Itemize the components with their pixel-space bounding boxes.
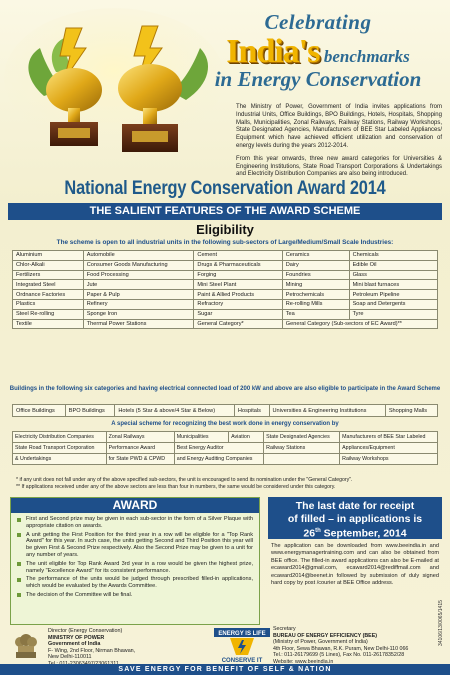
list-item: First and Second prize may be given in each sub-sector in the form of a Silver Plaque with appropriate citation on awards.	[17, 516, 253, 530]
table-cell: Jute	[83, 280, 194, 290]
table-cell: Glass	[349, 270, 437, 280]
table-cell: Best Energy Auditor	[174, 443, 263, 454]
table-cell: Ordnance Factories	[13, 290, 84, 300]
intro-paragraph: From this year onwards, three new award categories for Universities & Engineering Institutions, State Road Transport Corporations & Undertakings and Electricity Distribution Companies are also being introduced.	[236, 155, 442, 178]
table-cell: General Category (Sub-sectors of EC Award)**	[282, 319, 437, 329]
table-cell: BPO Buildings	[65, 405, 115, 417]
table-row	[13, 319, 438, 329]
table-cell: Shopping Malls	[385, 405, 437, 417]
table-cell: State Road Transport Corporation	[13, 443, 107, 454]
special-scheme-table	[12, 431, 438, 465]
table-row	[13, 309, 438, 319]
table-cell: Railway Stations	[264, 443, 340, 454]
eligibility-title: Eligibility	[196, 222, 254, 237]
table-cell: Automobile	[83, 251, 194, 261]
table-cell: Petroleum Pipeline	[349, 290, 437, 300]
table-cell: Refractory	[194, 299, 282, 309]
list-item: The decision of the Committee will be final.	[17, 592, 253, 599]
secretary-contact: Secretary BUREAU OF ENERGY EFFICIENCY (BEE) (Ministry of Power, Government of India) 4th Floor, Sewa Bhawan, R.K. Puram, New Delhi-110 066 Tel.: 011-26179699 (5 Lines), Fax No. 011-26178352/28 Website: www.beeindia.in	[273, 626, 409, 665]
table-cell: Mini blast furnaces	[349, 280, 437, 290]
footnote: * if any unit does not fall under any of the above specified sub-sectors, the unit is encouraged to send its nomination under the "General Category".	[16, 477, 353, 483]
headline-india-line	[186, 33, 450, 71]
table-cell: Drugs & Pharmaceuticals	[194, 260, 282, 270]
table-cell: Office Buildings	[13, 405, 66, 417]
table-cell: Dairy	[282, 260, 349, 270]
table-cell: & Undertakings	[13, 454, 107, 465]
table-row	[13, 260, 438, 270]
table-row	[13, 280, 438, 290]
celebration-headline	[186, 4, 450, 99]
table-cell: Paint & Allied Products	[194, 290, 282, 300]
table-cell: Hotels (5 Star & above/4 Star & Below)	[115, 405, 235, 417]
table-cell: Sugar	[194, 309, 282, 319]
deadline-heading	[268, 497, 442, 539]
special-scheme-note: A special scheme for recognizing the best work done in energy conservation by	[111, 421, 339, 427]
table-cell: Ceramics	[282, 251, 349, 261]
table-cell	[264, 454, 340, 465]
footer-slogan: SAVE ENERGY FOR BENEFIT OF SELF & NATION	[0, 664, 450, 675]
table-cell: Cement	[194, 251, 282, 261]
table-cell: Aviation	[229, 432, 264, 443]
table-cell: Hospitals	[234, 405, 269, 417]
table-cell: Food Processing	[83, 270, 194, 280]
award-box-title: AWARD	[11, 498, 259, 513]
table-cell: Edible Oil	[349, 260, 437, 270]
table-cell: Performance Award	[106, 443, 174, 454]
headline-india: India's	[226, 33, 320, 70]
table-cell: Mini Steel Plant	[194, 280, 282, 290]
table-cell: Thermal Power Stations	[83, 319, 194, 329]
table-cell: Municipalities	[174, 432, 228, 443]
table-row	[13, 251, 438, 261]
table-row	[13, 270, 438, 280]
list-item: The performance of the units would be judged through prescribed filled-in applications, which would be evaluated by the Awards Committee.	[17, 576, 253, 590]
table-cell: Sponge Iron	[83, 309, 194, 319]
table-cell: Soap and Detergents	[349, 299, 437, 309]
subsector-table	[12, 250, 438, 329]
table-cell: Petrochemicals	[282, 290, 349, 300]
poster-header	[0, 0, 450, 178]
table-cell: Foundries	[282, 270, 349, 280]
table-cell: Fertilizers	[13, 270, 84, 280]
table-cell: Zonal Railways	[106, 432, 174, 443]
table-cell: Paper & Pulp	[83, 290, 194, 300]
svg-text:CONSERVE IT: CONSERVE IT	[221, 658, 263, 664]
table-row	[13, 299, 438, 309]
award-list	[11, 513, 259, 599]
reference-code: 34106/13/0065/1415	[438, 600, 444, 646]
table-cell: Forging	[194, 270, 282, 280]
deadline-body: The application can be downloaded from www.beeindia.in and www.energymanagertraining.com and can also be obtained from BEE office. The filled-in award applications can also be E-mailed at ecaward2014@gmail.com, ecaward2014@rediffmail.com and ecaward2014@beenet.in followed by submission of duly signed hard copy by post /courier at BEE Office address.	[271, 543, 439, 587]
deadline-line: of filled – in applications is	[287, 512, 423, 525]
table-cell: Steel Re-rolling	[13, 309, 84, 319]
headline-celebrating: Celebrating	[264, 10, 372, 34]
award-title: National Energy Conservation Award 2014	[64, 178, 386, 199]
table-cell: for State PWD & CPWD	[106, 454, 174, 465]
director-address: Director (Energy Conservation) MINISTRY OF POWER Government of India F- Wing, 2nd Floor, Nirman Bhawan, New Delhi-110011	[48, 628, 136, 661]
headline-energy-conservation: in Energy Conservation	[214, 67, 422, 91]
table-cell: Plastics	[13, 299, 84, 309]
footnote: ** If applications received under any of the above sectors are less than four in numbers, the same would be considered under this category.	[16, 483, 336, 490]
buildings-categories-note: Buildings in the following six categories and having electrical connected load of 200 kW and above are also eligible to participate in the Award Scheme	[9, 386, 441, 392]
table-cell: Tyre	[349, 309, 437, 319]
table-cell: Railway Workshops	[340, 454, 438, 465]
bee-logo-icon	[214, 628, 270, 664]
table-cell: Chemicals	[349, 251, 437, 261]
table-cell: Mining	[282, 280, 349, 290]
table-cell: Universities & Engineering Institutions	[269, 405, 385, 417]
table-cell: Integrated Steel	[13, 280, 84, 290]
table-row	[13, 405, 438, 417]
table-cell: Textile	[13, 319, 84, 329]
table-cell: and Energy Auditing Companies	[174, 454, 263, 465]
table-cell: Tea	[282, 309, 349, 319]
national-emblem-icon	[12, 630, 40, 660]
table-cell: Electricity Distribution Companies	[13, 432, 107, 443]
table-cell: Chlor-Alkali	[13, 260, 84, 270]
table-cell: Aluminium	[13, 251, 84, 261]
award-box	[10, 497, 260, 625]
table-cell: State Designated Agencies	[264, 432, 340, 443]
headline-benchmarks: benchmarks	[323, 47, 410, 66]
deadline-date: 26th September, 2014	[303, 527, 407, 540]
table-cell: General Category*	[194, 319, 282, 329]
intro-paragraph: The Ministry of Power, Government of India invites applications from Industrial Units, Office Buildings, BPO Buildings, Hotels, Hospitals, Shopping Malls, Municipalities, Zonal Railways, Railway Stations, Railway Workshops, State Designated Agencies, Manufacturers of BEE Star Labeled Appliances/ Equipment which have achieved efficient utilization and conservation of energy levels during the years 2012-2014.	[236, 104, 442, 149]
salient-features-band: THE SALIENT FEATURES OF THE AWARD SCHEME	[8, 203, 442, 220]
intro-text	[236, 104, 442, 179]
table-row	[13, 290, 438, 300]
buildings-categories-table	[12, 404, 438, 417]
list-item: A unit getting the First Position for the third year in a row will be eligible for a "Top Rank Award" for this year. In such case, the units getting Second and Third Position this year will be given First & Second Prize respectively. Also the Second Prize may be given to a unit for any number of years.	[17, 532, 253, 559]
footnotes	[16, 477, 436, 491]
table-cell: Re-rolling Mills	[282, 299, 349, 309]
deadline-line: The last date for receipt	[295, 500, 415, 512]
list-item: The unit eligible for Top Rank Award 3rd year in a row would be given the highest prize, namely "Excellence Award" for its consistent performance.	[17, 561, 253, 575]
deadline-box	[268, 497, 442, 625]
eligibility-subtitle: The scheme is open to all industrial units in the following sub-sectors of Large/Medium/Small Scale Industries:	[56, 239, 394, 246]
table-cell: Consumer Goods Manufacturing	[83, 260, 194, 270]
table-cell: Appliances/Equipment	[340, 443, 438, 454]
table-cell: Refinery	[83, 299, 194, 309]
svg-text:ENERGY IS LIFE: ENERGY IS LIFE	[218, 631, 266, 637]
table-cell: Manufacturers of BEE Star Labeled	[340, 432, 438, 443]
